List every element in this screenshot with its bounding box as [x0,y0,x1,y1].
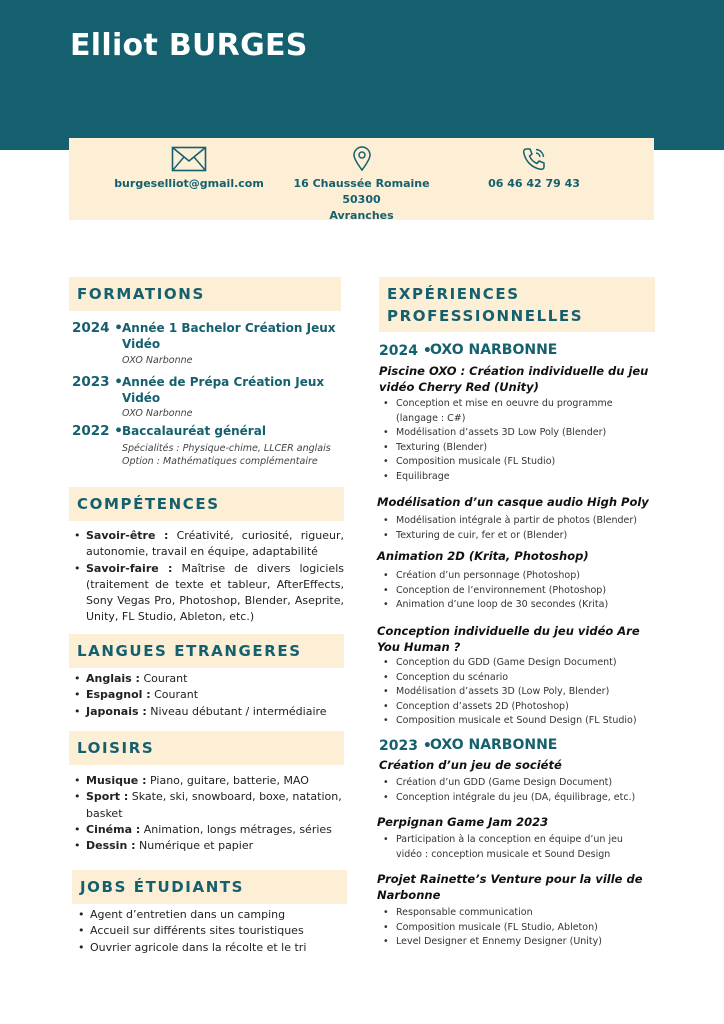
list-item: • Agent d’entretien dans un camping [76,907,348,923]
map-pin-icon [352,146,372,172]
competences-heading: COMPÉTENCES [69,487,344,521]
experience-year: 2023 • [379,738,432,754]
project-title: Conception individuelle du jeu vidéo Are You Human ? [377,624,640,654]
contact-address: 16 Chaussée Romaine 50300 Avranches [274,146,449,224]
project-title: Piscine OXO : Création individuelle du jeu vidéo Cherry Red (Unity) [379,364,649,394]
list-item: • Composition musicale et Sound Design (FL Studio) [377,714,667,729]
list-item: • Cinéma : Animation, longs métrages, séries [72,822,344,838]
project-bullets [377,776,667,805]
loisirs-list [72,773,344,854]
list-item: • Musique : Piano, guitare, batterie, MAO [72,773,344,789]
project-bullets [377,514,667,543]
langues-list [72,671,344,720]
list-item: • Savoir-être : Créativité, curiosité, rigueur, autonomie, travail en équipe, adaptabilité [72,528,344,561]
list-item: • Accueil sur différents sites touristiques [76,923,348,939]
jobs-list [76,907,348,956]
list-item: • Conception intégrale du jeu (DA, équilibrage, etc.) [377,791,667,806]
list-item: • Responsable communication [377,906,667,921]
competences-list [72,528,344,626]
loisirs-heading: LOISIRS [69,731,344,765]
list-item: • Conception du GDD (Game Design Document) [377,656,667,671]
project-title: Animation 2D (Krita, Photoshop) [377,549,589,563]
contact-phone[interactable]: 06 46 42 79 43 [464,146,604,192]
langues-heading: LANGUES ETRANGERES [69,634,344,668]
list-item: • Composition musicale (FL Studio, Ableton) [377,921,667,936]
list-item: • Dessin : Numérique et papier [72,838,344,854]
list-item: • Conception et mise en oeuvre du programme [377,397,657,412]
jobs-heading: JOBS ÉTUDIANTS [72,870,347,904]
phone-icon [521,146,547,172]
contact-email[interactable]: burgeselliot@gmail.com [109,146,269,192]
list-item: • Création d’un personnage (Photoshop) [377,569,667,584]
list-item: (langage : C#) [396,412,466,424]
project-bullets [377,569,667,613]
contact-box [69,138,654,220]
list-item: • Texturing de cuir, fer et or (Blender) [377,529,667,544]
experience-year: 2024 • [379,343,432,359]
experience-company: OXO NARBONNE [430,342,558,358]
project-title: Perpignan Game Jam 2023 [377,815,549,829]
project-bullets [377,906,667,950]
list-item: • Animation d’une loop de 30 secondes (Krita) [377,598,667,613]
list-item: • Sport : Skate, ski, snowboard, boxe, natation, basket [72,789,344,822]
formations-heading: FORMATIONS [69,277,341,311]
list-item: • Modélisation intégrale à partir de photos (Blender) [377,514,667,529]
list-item: • Modélisation d’assets 3D (Low Poly, Blender) [377,685,667,700]
experience-company: OXO NARBONNE [430,737,558,753]
list-item: vidéo : conception musicale et Sound Design [396,848,611,860]
list-item: • Participation à la conception en équipe d’un jeu [377,833,667,848]
list-item: • Espagnol : Courant [72,687,344,703]
list-item: • Japonais : Niveau débutant / intermédiaire [72,704,344,720]
list-item: • Conception du scénario [377,671,667,686]
project-title: Projet Rainette’s Venture pour la ville de Narbonne [377,872,643,902]
project-bullets [377,833,667,862]
project-bullets [377,397,657,485]
envelope-icon [171,146,207,172]
experiences-heading: EXPÉRIENCES PROFESSIONNELLES [379,277,655,332]
list-item: • Création d’un GDD (Game Design Document) [377,776,667,791]
candidate-name: Elliot BURGES [70,28,308,63]
project-bullets [377,656,667,729]
list-item: • Conception de l’environnement (Photoshop) [377,584,667,599]
list-item: • Texturing (Blender) [377,441,657,456]
list-item: • Savoir-faire : Maîtrise de divers logiciels (traitement de texte et tableur, AfterEffects, Sony Vegas Pro, Photoshop, Blender, Aseprite, Unity, FL Studio, Ableton, etc.) [72,561,344,626]
project-title: Création d’un jeu de société [379,758,562,772]
list-item: • Level Designer et Ennemy Designer (Unity) [377,935,667,950]
list-item: • Conception d’assets 2D (Photoshop) [377,700,667,715]
header-band [0,0,724,150]
list-item: • Anglais : Courant [72,671,344,687]
list-item: • Composition musicale (FL Studio) [377,455,657,470]
list-item: • Modélisation d’assets 3D Low Poly (Blender) [377,426,657,441]
list-item: • Ouvrier agricole dans la récolte et le tri [76,940,348,956]
list-item: • Equilibrage [377,470,657,485]
project-title: Modélisation d’un casque audio High Poly [377,495,649,509]
